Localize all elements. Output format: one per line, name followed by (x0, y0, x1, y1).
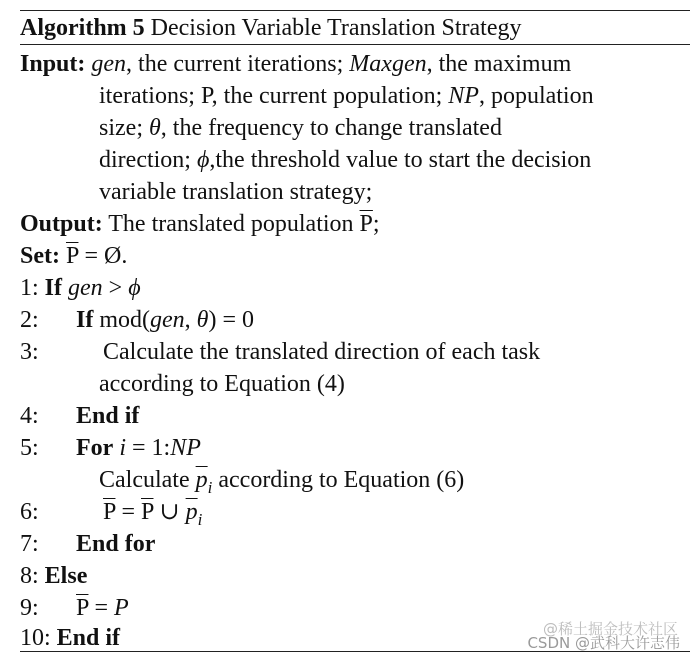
watermark-csdn: CSDN @武科大许志伟 (527, 634, 680, 652)
step-8 (20, 560, 87, 592)
input-var-phi: ϕ (196, 147, 210, 173)
var-p-bar: $\overline{p}$ (185, 499, 198, 525)
step-number: 3: (20, 339, 39, 365)
step-1 (20, 272, 141, 304)
input-label: Input: (20, 51, 86, 77)
step-4 (20, 400, 140, 432)
keyword-end-for: End for (76, 531, 156, 557)
operator: = (88, 595, 115, 621)
input-line-2 (99, 80, 594, 112)
step-2 (20, 304, 254, 336)
step-5-cont (99, 464, 464, 496)
operator: > (102, 275, 129, 301)
step-number: 1: (20, 275, 39, 301)
input-text: variable translation strategy; (99, 179, 373, 205)
input-var-theta: θ (148, 115, 161, 141)
step-5 (20, 432, 201, 464)
step-number: 5: (20, 435, 39, 461)
step-3 (20, 336, 541, 368)
step-2-body (76, 304, 254, 336)
var-p-bar: $\overline{p}$ (195, 467, 208, 493)
input-text: direction; (99, 147, 197, 173)
set-symbol: $\overline{P}$ (141, 499, 154, 525)
input-var-np: NP (448, 83, 479, 109)
step-7 (20, 528, 156, 560)
set-symbol: $\overline{P}$ (103, 499, 116, 525)
keyword-if: If (44, 275, 63, 301)
algorithm-title: Decision Variable Translation Strategy (150, 15, 522, 41)
header-rule (20, 44, 690, 45)
keyword-if: If (76, 307, 94, 333)
input-line-4 (99, 144, 591, 176)
step-text: Calculate the translated direction of each task (103, 339, 541, 365)
top-rule (20, 10, 690, 11)
output-text: ; (372, 211, 380, 237)
step-text: according to Equation (4) (99, 371, 345, 397)
step-text: = 1: (125, 435, 171, 461)
input-text: size; (99, 115, 149, 141)
step-5-body (76, 432, 201, 464)
set-label: Set: (20, 243, 60, 269)
watermark-juejin: @稀土掘金技术社区 (542, 620, 678, 638)
input-text: iterations; P, the current population; (99, 83, 449, 109)
set-symbol: $\overline{P}$ (76, 595, 89, 621)
input-line-3 (99, 112, 502, 144)
step-number: 8: (20, 563, 39, 589)
var-p: P (114, 595, 129, 621)
output-text: The translated population (108, 211, 360, 237)
union-operator: ∪ (153, 499, 186, 525)
var-np: NP (170, 435, 201, 461)
algorithm-label: Algorithm 5 (20, 15, 145, 41)
keyword-end-if: End if (56, 625, 121, 651)
subscript-i: i (207, 478, 213, 497)
step-number: 9: (20, 595, 39, 621)
step-9-body (76, 592, 129, 624)
var-phi: ϕ (128, 275, 141, 301)
var-gen: gen (150, 307, 185, 333)
subscript-i: i (197, 510, 203, 529)
output-label: Output: (20, 211, 103, 237)
input-text: , the frequency to change translated (160, 115, 502, 141)
step-number: 10: (20, 625, 51, 651)
step-number: 7: (20, 531, 39, 557)
step-number: 2: (20, 307, 39, 333)
step-number: 4: (20, 403, 39, 429)
input-line-5 (99, 176, 372, 208)
var-theta: θ (196, 307, 209, 333)
step-9 (20, 592, 129, 624)
set-text: = Ø. (78, 243, 128, 269)
input-text: , the current iterations; (126, 51, 350, 77)
output-line (20, 208, 380, 240)
step-text: Calculate (99, 467, 196, 493)
step-3-cont (99, 368, 345, 400)
input-line-1 (20, 48, 571, 80)
step-text: mod( (93, 307, 151, 333)
set-symbol: $\overline{P}$ (65, 243, 79, 269)
input-text: ,the threshold value to start the decision (209, 147, 592, 173)
keyword-end-if: End if (76, 403, 140, 429)
operator: = (115, 499, 142, 525)
set-line (20, 240, 127, 272)
keyword-for: For (76, 435, 114, 461)
input-text: , population (478, 83, 594, 109)
input-var-gen: gen (91, 51, 127, 77)
var-gen: gen (68, 275, 103, 301)
input-var-maxgen: Maxgen (349, 51, 427, 77)
input-text: , the maximum (426, 51, 572, 77)
step-text: , (184, 307, 197, 333)
step-text: ) = 0 (208, 307, 254, 333)
step-10 (20, 622, 120, 654)
keyword-else: Else (44, 563, 88, 589)
algorithm-header (20, 12, 522, 44)
step-text: according to Equation (6) (212, 467, 465, 493)
step-6 (20, 496, 203, 529)
var-i: i (119, 435, 126, 461)
step-number: 6: (20, 499, 39, 525)
output-symbol: $\overline{P}$ (359, 211, 373, 237)
